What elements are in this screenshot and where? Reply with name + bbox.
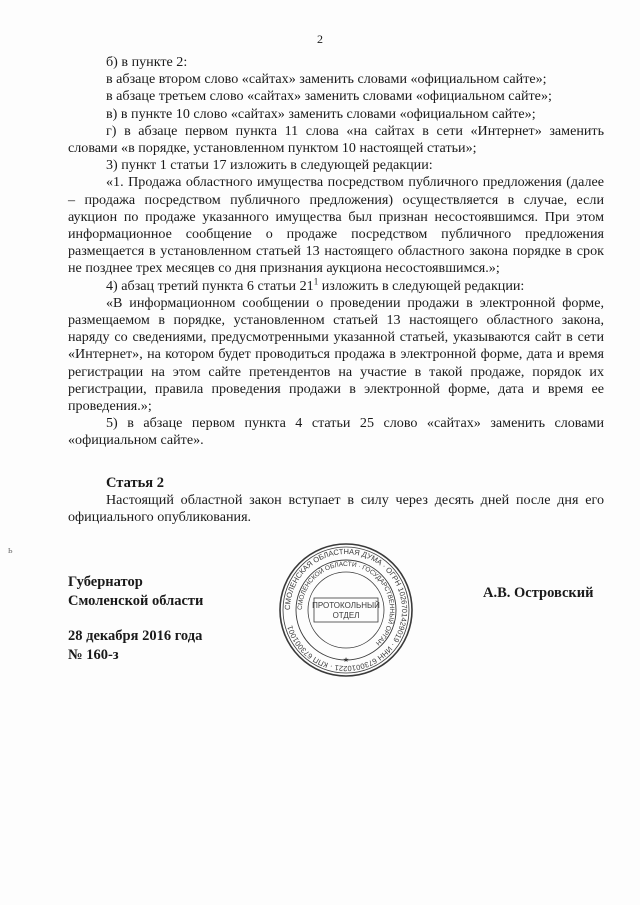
article-heading: Статья 2	[106, 475, 164, 491]
signatory-title	[68, 573, 203, 611]
stamp-center-line1: ПРОТОКОЛЬНЫЙ	[312, 601, 380, 610]
stamp-center-line2: ОТДЕЛ	[332, 611, 360, 620]
paragraph: в) в пункте 10 слово «сайтах» заменить словами «официальном сайте»;	[106, 105, 536, 122]
paragraph-item-4	[68, 275, 604, 295]
paragraph: «В информационном сообщении о проведении продажи в электронной форме, размещаемом в порядке, установленном статьей 13 настоящего областного закона, наряду со сведениями, предусмотренными указанной статьей, указываются сайт в сети «Интернет», на котором будет проводиться продажа в электронной форме, дата и время регистрации на этом сайте претендентов на участие в такой продаже, порядок их регистрации, правила проведения продажи в электронной форме, дата и время ее проведения.»;	[68, 294, 604, 415]
margin-mark: ь	[8, 545, 13, 556]
paragraph: г) в абзаце первом пункта 11 слова «на сайтах в сети «Интернет» заменить словами «в порядке, установленном пунктом 10 настоящей статьи»;	[68, 122, 604, 157]
official-stamp	[278, 542, 414, 678]
item4-after: изложить в следующей редакции:	[318, 277, 525, 294]
law-date-number	[68, 627, 202, 665]
paragraph: «1. Продажа областного имущества посредством публичного предложения (далее – продажа посредством публичного предложения) осуществляется в случае, если аукцион по продаже указанного имущества был признан несостоявшимся. При этом информационное сообщение о продаже посредством публичного предложения размещается в установленном статьей 13 настоящего областного закона порядке в срок не позднее трех месяцев со дня признания аукциона несостоявшимся.»;	[68, 174, 604, 277]
signatory-title-line1: Губернатор	[68, 574, 143, 590]
law-number: № 160-з	[68, 647, 119, 663]
stamp-star-icon: ★	[342, 656, 350, 664]
amendments-text	[68, 54, 604, 450]
law-date: 28 декабря 2016 года	[68, 628, 203, 644]
paragraph: 3) пункт 1 статьи 17 изложить в следующей редакции:	[106, 157, 433, 174]
stamp-inner-text: СМОЛЕНСКОЙ ОБЛАСТИ · ГОСУДАРСТВЕННЫЙ ОРГАН	[296, 560, 396, 647]
paragraph: в абзаце втором слово «сайтах» заменить словами «официальном сайте»;	[106, 71, 547, 88]
stamp-outer-text: СМОЛЕНСКАЯ ОБЛАСТНАЯ ДУМА · ОГРН 1026701429019 · ИНН 6730010221 · КПП 673001001	[282, 546, 410, 674]
item4-superscript: 1	[313, 275, 319, 286]
signatory-title-line2: Смоленской области	[68, 593, 204, 609]
signatory-name: А.В. Островский	[483, 585, 594, 601]
paragraph: в абзаце третьем слово «сайтах» заменить словами «официальном сайте»;	[106, 88, 552, 105]
item4-before: 4) абзац третий пункта 6 статьи 21	[106, 277, 314, 294]
paragraph: 5) в абзаце первом пункта 4 статьи 25 слово «сайтах» заменить словами «официальном сайте».	[68, 415, 604, 449]
article-text: Настоящий областной закон вступает в силу через десять дней после дня его официального опубликования.	[68, 492, 604, 526]
page-number: 2	[317, 32, 323, 46]
paragraph: б) в пункте 2:	[106, 54, 188, 70]
